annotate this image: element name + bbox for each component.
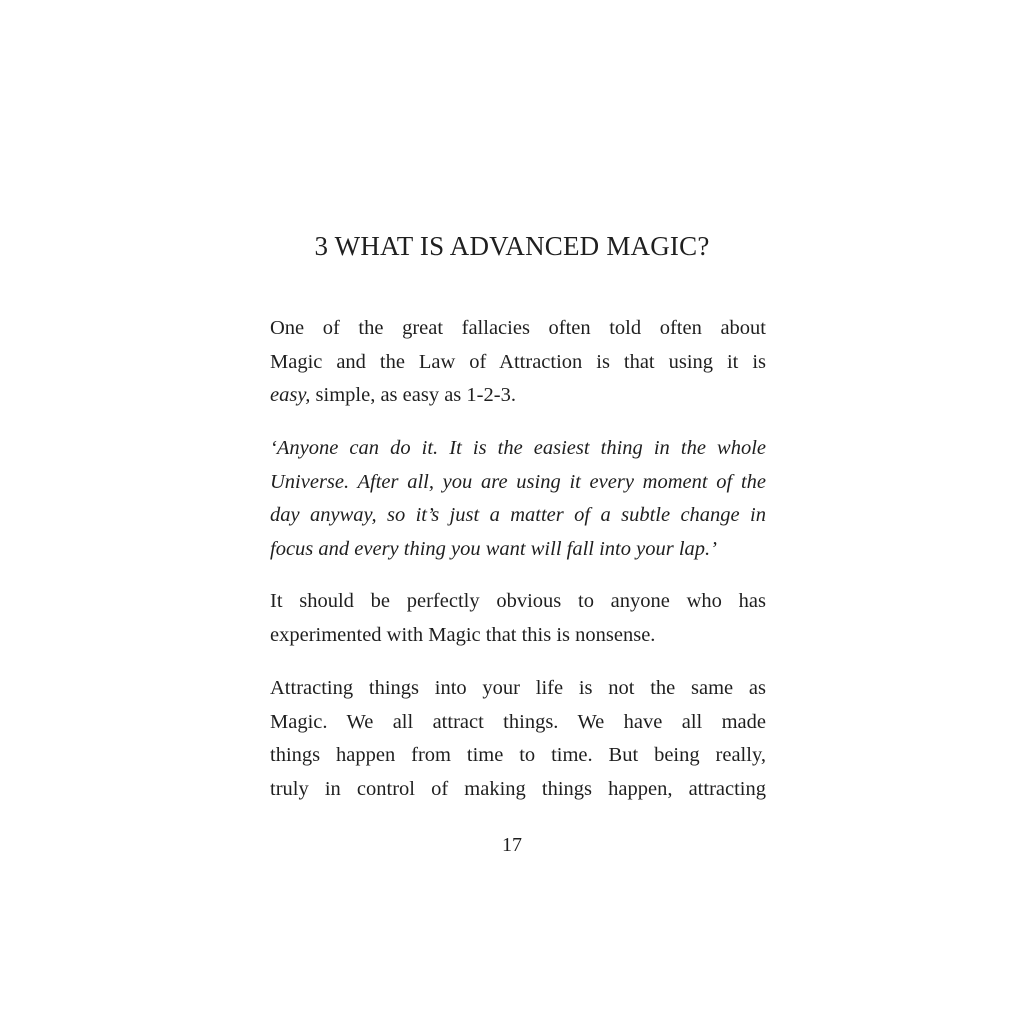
paragraph-line: Attracting things into your life is not the same as — [270, 677, 766, 699]
paragraph-quote — [270, 432, 766, 566]
page-number: 17 — [502, 834, 522, 856]
quote-line: focus and every thing you want will fall into your lap.’ — [270, 537, 717, 560]
paragraph-line-rest: simple, as easy as 1-2-3. — [310, 384, 516, 406]
paragraph-nonsense — [270, 585, 766, 652]
paragraph-line: Magic and the Law of Attraction is that using it is — [270, 350, 766, 373]
emphasis-easy: easy, — [270, 384, 311, 406]
paragraph-line: experimented with Magic that this is nonsense. — [270, 623, 656, 646]
paragraph-line — [270, 379, 766, 413]
quote-line: day anyway, so it’s just a matter of a subtle change in — [270, 504, 766, 526]
paragraph-attracting — [270, 672, 766, 806]
paragraph-line: It should be perfectly obvious to anyone who has — [270, 590, 766, 612]
quote-line: ‘Anyone can do it. It is the easiest thing in the whole — [270, 437, 766, 459]
paragraph-line: One of the great fallacies often told often about — [270, 317, 766, 339]
paragraph-line: truly in control of making things happen, attracting — [270, 777, 766, 800]
chapter-title: 3 WHAT IS ADVANCED MAGIC? — [314, 231, 710, 261]
paragraph-line: Magic. We all attract things. We have all made — [270, 710, 766, 733]
quote-line: Universe. After all, you are using it every moment of the — [270, 470, 766, 493]
paragraph-line: things happen from time to time. But being really, — [270, 744, 766, 766]
paragraph-fallacies — [270, 312, 766, 413]
